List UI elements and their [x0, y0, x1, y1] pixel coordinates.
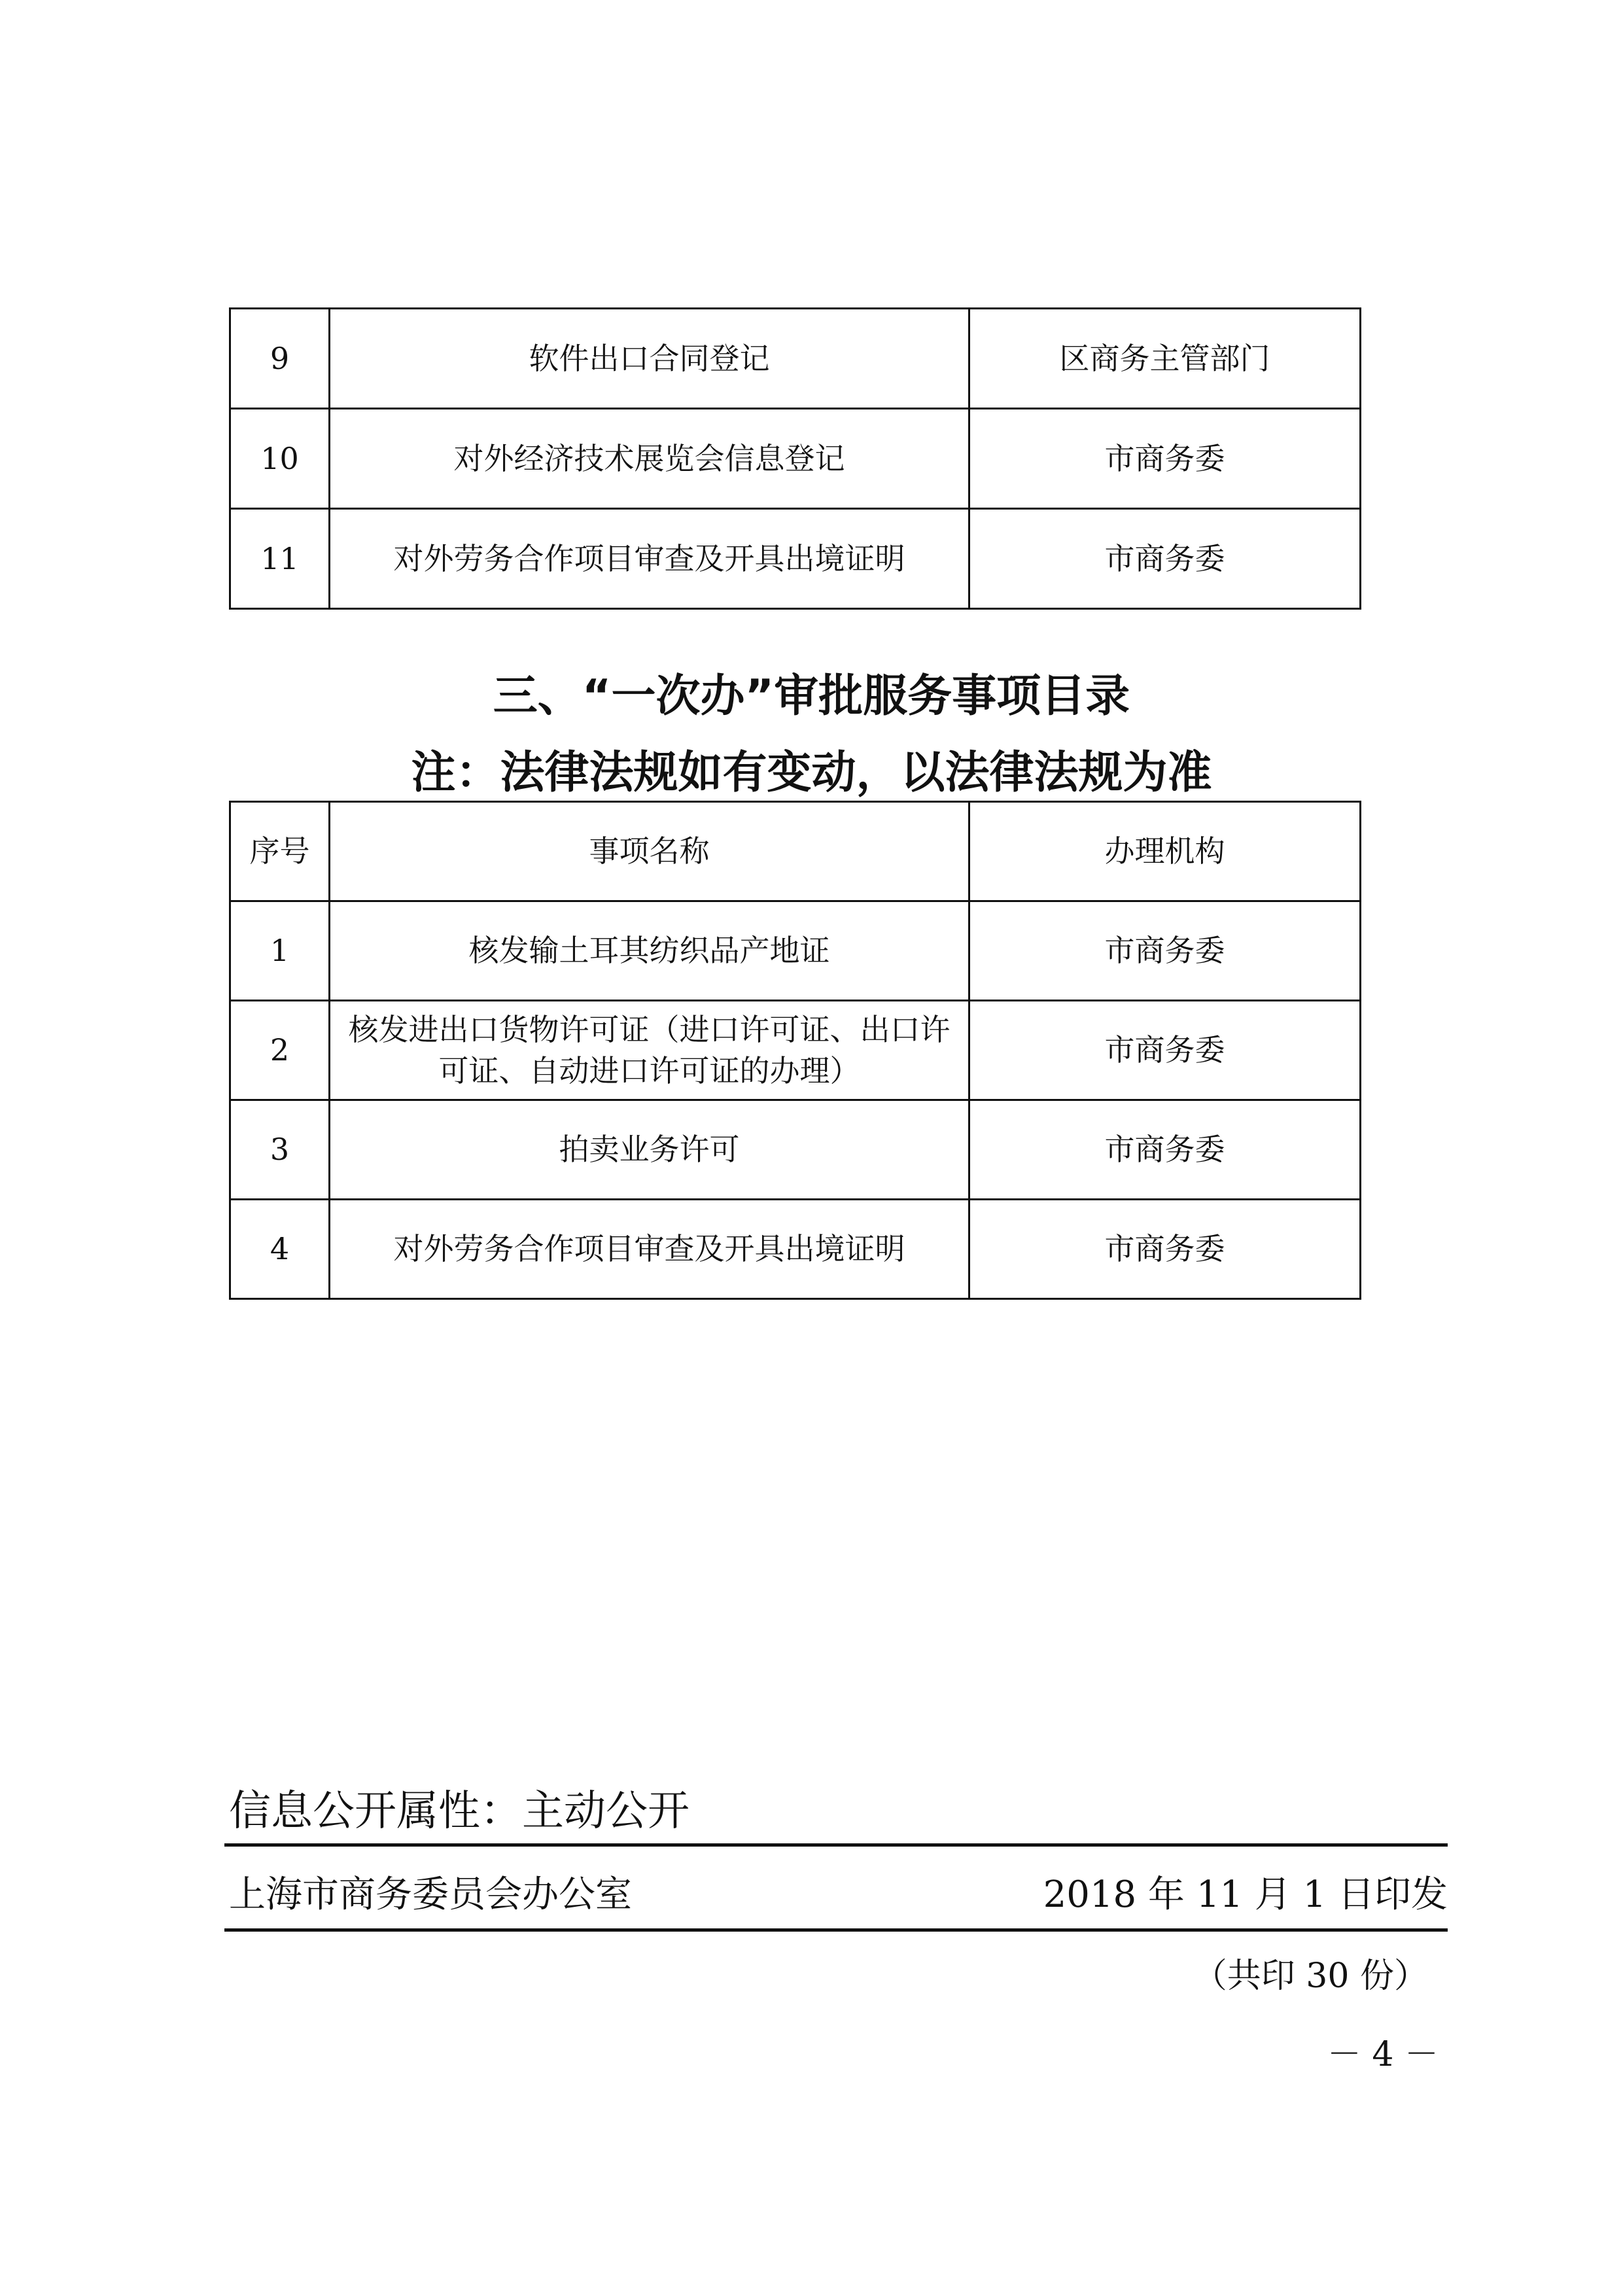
- item-agency: 市商务委: [969, 1200, 1361, 1299]
- table-header-row: [230, 802, 1361, 901]
- item-agency: 市商务委: [969, 509, 1361, 609]
- header-name: 事项名称: [330, 802, 969, 901]
- item-name: 核发输土耳其纺织品产地证: [330, 901, 969, 1001]
- table-row: [230, 309, 1361, 409]
- item-name: 对外经济技术展览会信息登记: [330, 409, 969, 509]
- once-service-items-table: [229, 801, 1361, 1300]
- item-name: 对外劳务合作项目审查及开具出境证明: [330, 509, 969, 609]
- item-name: 拍卖业务许可: [330, 1100, 969, 1200]
- item-name: 对外劳务合作项目审查及开具出境证明: [330, 1200, 969, 1299]
- continued-items-table: [229, 307, 1361, 610]
- issuing-office: 上海市商务委员会办公室: [229, 1873, 632, 1916]
- issue-date: 2018 年 11 月 1 日印发: [1043, 1873, 1448, 1916]
- footer-divider-bottom: [224, 1928, 1448, 1932]
- item-name: 核发进出口货物许可证（进口许可证、出口许可证、自动进口许可证的办理）: [330, 1001, 969, 1100]
- table-row: [230, 509, 1361, 609]
- item-agency: 市商务委: [969, 901, 1361, 1001]
- table-row: [230, 1100, 1361, 1200]
- item-agency: 市商务委: [969, 1001, 1361, 1100]
- legal-note: 注：法律法规如有变动，以法律法规为准: [411, 747, 1212, 799]
- table-row: [230, 901, 1361, 1001]
- table-row: [230, 409, 1361, 509]
- page-number: － 4 －: [1327, 2035, 1439, 2074]
- section-title: 三、“一次办”审批服务事项目录: [493, 670, 1130, 722]
- item-number: 10: [230, 409, 330, 509]
- item-name: 软件出口合同登记: [330, 309, 969, 409]
- item-number: 4: [230, 1200, 330, 1299]
- item-number: 11: [230, 509, 330, 609]
- disclosure-attribute: 信息公开属性：主动公开: [229, 1787, 689, 1835]
- item-agency: 市商务委: [969, 1100, 1361, 1200]
- header-agency: 办理机构: [969, 802, 1361, 901]
- item-number: 2: [230, 1001, 330, 1100]
- table-row: [230, 1001, 1361, 1100]
- copies-count: （共印 30 份）: [1193, 1957, 1428, 1996]
- item-agency: 市商务委: [969, 409, 1361, 509]
- header-number: 序号: [230, 802, 330, 901]
- table-row: [230, 1200, 1361, 1299]
- footer-divider-top: [224, 1843, 1448, 1847]
- item-number: 9: [230, 309, 330, 409]
- item-agency: 区商务主管部门: [969, 309, 1361, 409]
- item-number: 1: [230, 901, 330, 1001]
- item-number: 3: [230, 1100, 330, 1200]
